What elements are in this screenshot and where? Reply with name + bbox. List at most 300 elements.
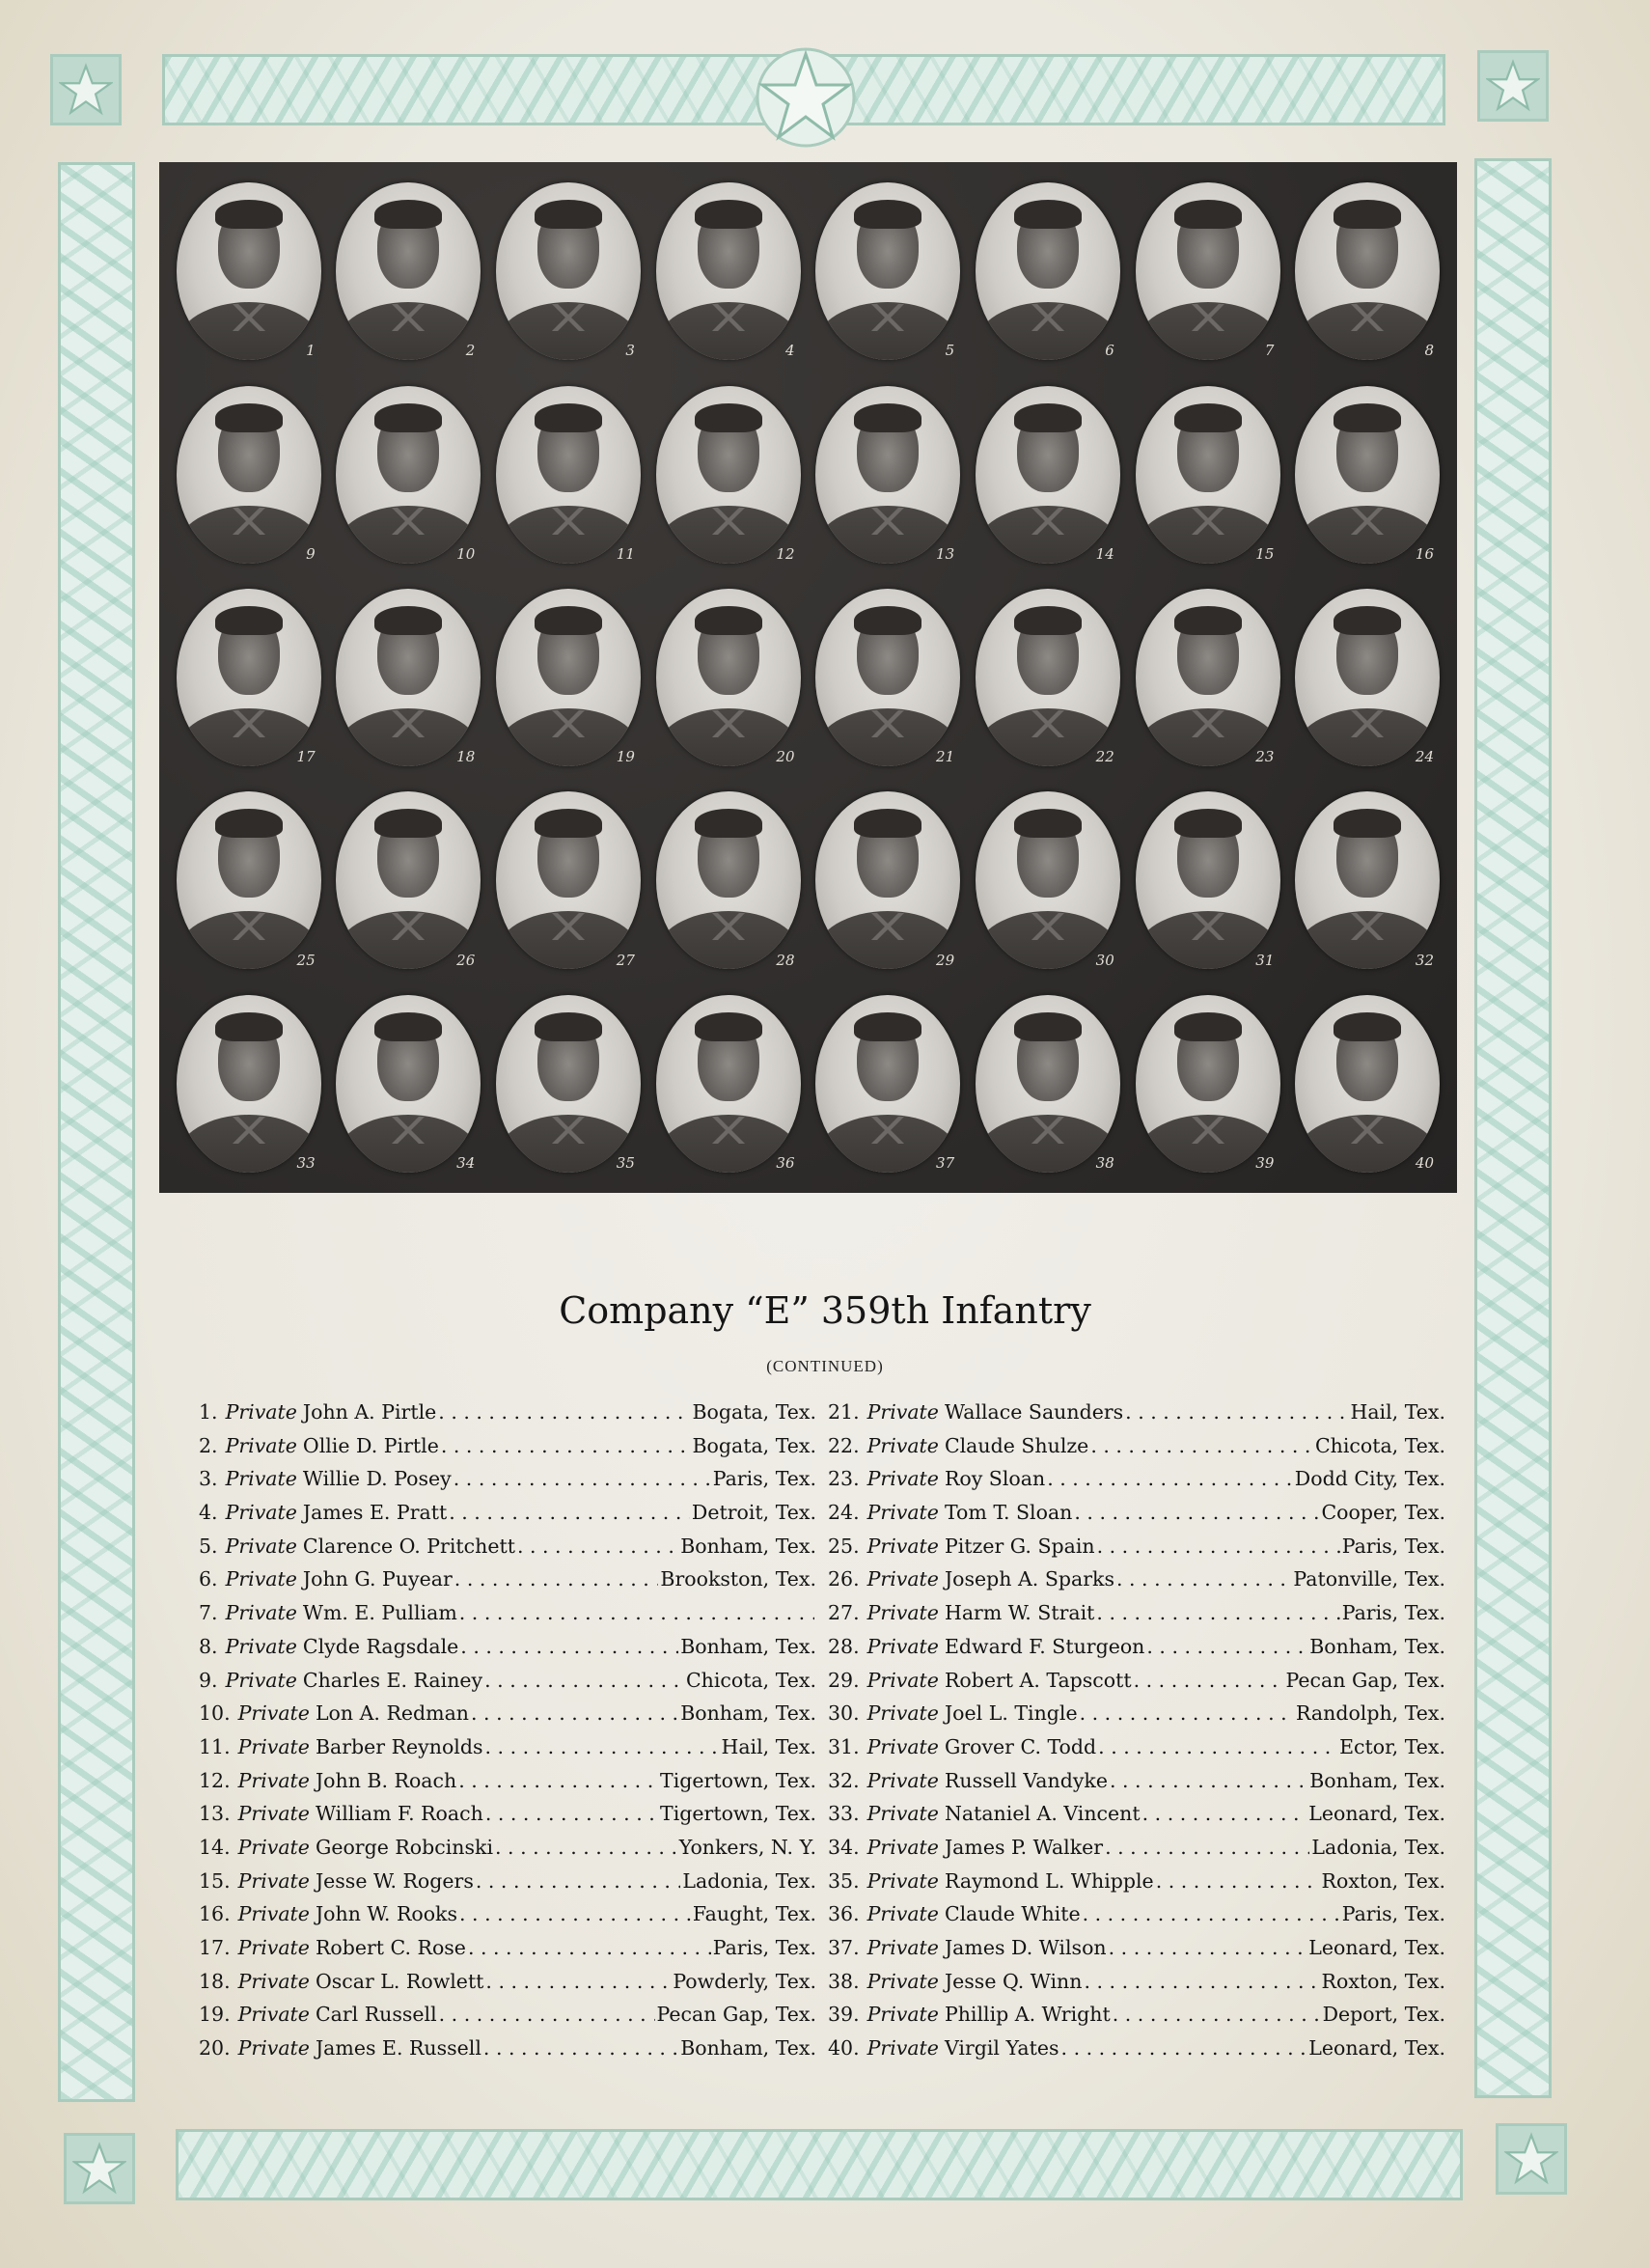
- portrait-number: 38: [1095, 1153, 1114, 1172]
- dot-leader: [485, 1797, 658, 1831]
- portrait-photo: [1287, 982, 1447, 1185]
- roster-entry: [199, 1797, 816, 1831]
- roster-entry: [828, 1530, 1445, 1563]
- portrait-number: 15: [1255, 544, 1275, 563]
- roster-entry: [828, 1797, 1445, 1831]
- portrait-photo: [648, 576, 809, 779]
- entry-rank: Private: [225, 1467, 297, 1491]
- roster-entry: [828, 1931, 1445, 1965]
- entry-hometown: Ector, Tex.: [1339, 1734, 1445, 1758]
- dot-leader: [1156, 1865, 1320, 1898]
- entry-hometown: Leonard, Tex.: [1308, 1802, 1445, 1826]
- portrait-oval: [815, 995, 960, 1173]
- portrait-number: 8: [1424, 342, 1434, 360]
- entry-hometown: Chicota, Tex.: [1314, 1433, 1445, 1457]
- roster-entry: [199, 1931, 816, 1965]
- entry-rank: Private: [866, 1567, 939, 1591]
- dot-leader: [1061, 2032, 1307, 2065]
- roster-entry: [199, 1998, 816, 2032]
- entry-name: Harm W. Strait: [944, 1601, 1095, 1625]
- portrait-photo: [809, 170, 969, 373]
- entry-rank: Private: [866, 1601, 939, 1625]
- roster-entry: [828, 1429, 1445, 1463]
- entry-number: 18.: [199, 1969, 231, 1993]
- portrait-number: 27: [616, 951, 635, 969]
- entry-rank: Private: [225, 1400, 297, 1424]
- portrait-oval: [1136, 386, 1280, 564]
- entry-name: William F. Roach: [315, 1802, 483, 1826]
- dot-leader: [449, 1496, 690, 1530]
- portrait-number: 26: [456, 951, 476, 969]
- dot-leader: [1047, 1462, 1293, 1496]
- entry-rank: Private: [237, 1802, 310, 1826]
- portrait-oval: [976, 182, 1120, 360]
- portrait-number: 31: [1255, 951, 1275, 969]
- portrait-photo: [1287, 373, 1447, 575]
- entry-name: Robert C. Rose: [315, 1936, 466, 1959]
- dot-leader: [1134, 1664, 1284, 1698]
- entry-number: 27.: [828, 1601, 860, 1625]
- portrait-number: 17: [296, 748, 316, 766]
- page-subtitle: (CONTINUED): [766, 1357, 884, 1375]
- entry-rank: Private: [237, 2003, 310, 2027]
- entry-hometown: Bonham, Tex.: [680, 2036, 816, 2061]
- entry-hometown: Deport, Tex.: [1322, 2003, 1445, 2027]
- entry-rank: Private: [866, 1734, 939, 1758]
- portrait-number: 32: [1415, 951, 1434, 969]
- portrait-photo: [1128, 576, 1288, 779]
- entry-number: 12.: [199, 1768, 231, 1792]
- roster-entry: [828, 2032, 1445, 2065]
- entry-name: Lon A. Redman: [315, 1701, 470, 1726]
- dot-leader: [459, 1596, 814, 1630]
- entry-rank: Private: [225, 1433, 297, 1457]
- entry-name: Virgil Yates: [944, 2036, 1059, 2061]
- entry-rank: Private: [225, 1534, 297, 1558]
- entry-rank: Private: [866, 1501, 939, 1525]
- entry-number: 35.: [828, 1868, 860, 1893]
- dot-leader: [1125, 1396, 1348, 1429]
- portrait-oval: [1136, 791, 1280, 969]
- portrait-oval: [496, 995, 641, 1173]
- entry-number: 36.: [828, 1902, 860, 1926]
- portrait-photo: [648, 373, 809, 575]
- entry-rank: Private: [225, 1668, 297, 1692]
- entry-rank: Private: [237, 1902, 310, 1926]
- dot-leader: [1113, 1998, 1321, 2032]
- entry-number: 21.: [828, 1400, 860, 1424]
- portrait-oval: [815, 791, 960, 969]
- dot-leader: [438, 1396, 690, 1429]
- roster-entry: [199, 1697, 816, 1730]
- entry-rank: Private: [237, 1936, 310, 1959]
- roster-entry: [199, 1630, 816, 1664]
- entry-name: Jesse Q. Winn: [944, 1969, 1083, 1993]
- entry-rank: Private: [866, 1868, 939, 1893]
- entry-hometown: Paris, Tex.: [712, 1936, 816, 1959]
- portrait-oval: [336, 791, 481, 969]
- portrait-number: 20: [776, 748, 795, 766]
- dot-leader: [485, 1965, 671, 1999]
- portrait-number: 35: [616, 1153, 635, 1172]
- dot-leader: [1116, 1563, 1291, 1596]
- entry-name: Edward F. Sturgeon: [944, 1634, 1145, 1658]
- entry-number: 1.: [199, 1400, 218, 1424]
- entry-hometown: Roxton, Tex.: [1321, 1868, 1445, 1893]
- dot-leader: [460, 1630, 678, 1664]
- roster-entry: [199, 1730, 816, 1764]
- entry-hometown: Ladonia, Tex.: [1311, 1835, 1445, 1859]
- entry-name: John A. Pirtle: [302, 1400, 437, 1424]
- entry-rank: Private: [866, 1668, 939, 1692]
- entry-rank: Private: [866, 1467, 939, 1491]
- portrait-number: 9: [306, 544, 316, 563]
- star-ornament-top-left: [50, 54, 122, 125]
- dot-leader: [1074, 1496, 1319, 1530]
- entry-name: James E. Russell: [315, 2036, 481, 2061]
- entry-name: Wallace Saunders: [944, 1400, 1124, 1424]
- entry-rank: Private: [237, 1868, 310, 1893]
- star-ornament-bottom-right: [1496, 2123, 1567, 2195]
- roster-entry: [828, 1596, 1445, 1630]
- portrait-oval: [1295, 791, 1440, 969]
- portrait-photo: [809, 779, 969, 982]
- portrait-number: 6: [1105, 342, 1114, 360]
- portrait-oval: [815, 589, 960, 766]
- portrait-number: 33: [296, 1153, 316, 1172]
- portrait-oval: [177, 589, 321, 766]
- entry-rank: Private: [866, 1534, 939, 1558]
- portrait-number: 14: [1095, 544, 1114, 563]
- portrait-oval: [496, 589, 641, 766]
- dot-leader: [471, 1697, 678, 1730]
- entry-name: Raymond L. Whipple: [944, 1868, 1154, 1893]
- dot-leader: [454, 1462, 711, 1496]
- entry-hometown: Hail, Tex.: [1350, 1400, 1445, 1424]
- portrait-photo: [1287, 170, 1447, 373]
- portrait-number: 40: [1415, 1153, 1434, 1172]
- roster-entry: [828, 1865, 1445, 1898]
- entry-number: 26.: [828, 1567, 860, 1591]
- entry-name: Clarence O. Pritchett: [302, 1534, 515, 1558]
- dot-leader: [1110, 1764, 1307, 1798]
- portrait-number: 36: [776, 1153, 795, 1172]
- entry-number: 32.: [828, 1768, 860, 1792]
- entry-hometown: Tigertown, Tex.: [660, 1802, 816, 1826]
- entry-rank: Private: [225, 1567, 297, 1591]
- entry-rank: Private: [866, 1400, 939, 1424]
- roster-entry: [828, 1697, 1445, 1730]
- dot-leader: [483, 2032, 678, 2065]
- roster-entry: [199, 1865, 816, 1898]
- entry-name: Russell Vandyke: [944, 1768, 1108, 1792]
- entry-rank: Private: [237, 1734, 310, 1758]
- dot-leader: [1097, 1530, 1340, 1563]
- roster-entry: [199, 1965, 816, 1999]
- entry-rank: Private: [237, 2036, 310, 2061]
- portrait-oval: [976, 589, 1120, 766]
- portrait-number: 23: [1255, 748, 1275, 766]
- entry-name: Willie D. Posey: [302, 1467, 452, 1491]
- entry-rank: Private: [866, 1634, 939, 1658]
- dot-leader: [484, 1664, 684, 1698]
- portrait-photo: [1287, 576, 1447, 779]
- dot-leader: [1142, 1797, 1307, 1831]
- portrait-oval: [1136, 995, 1280, 1173]
- entry-number: 9.: [199, 1668, 218, 1692]
- entry-name: James D. Wilson: [944, 1936, 1107, 1959]
- portrait-number: 28: [776, 951, 795, 969]
- entry-number: 13.: [199, 1802, 231, 1826]
- portrait-oval: [336, 589, 481, 766]
- portrait-oval: [815, 182, 960, 360]
- dot-leader: [459, 1897, 691, 1931]
- entry-number: 17.: [199, 1936, 231, 1959]
- entry-number: 2.: [199, 1433, 218, 1457]
- roster-entry: [199, 1496, 816, 1530]
- portrait-photo: [329, 170, 489, 373]
- portrait-number: 4: [784, 342, 795, 360]
- star-ornament-top-right: [1477, 50, 1549, 122]
- entry-name: Claude Shulze: [944, 1433, 1089, 1457]
- dot-leader: [458, 1764, 658, 1798]
- roster-column-right: [828, 1396, 1445, 2065]
- portrait-oval: [1295, 589, 1440, 766]
- entry-name: James E. Pratt: [302, 1501, 448, 1525]
- roster-entry: [199, 2032, 816, 2065]
- roster-entry: [199, 1764, 816, 1798]
- roster-entry: [199, 1462, 816, 1496]
- portrait-oval: [1295, 182, 1440, 360]
- entry-hometown: Pecan Gap, Tex.: [656, 2003, 816, 2027]
- dot-leader: [1096, 1596, 1339, 1630]
- left-floral-border: [58, 162, 135, 2102]
- dot-leader: [1090, 1429, 1313, 1463]
- portrait-photo: [329, 779, 489, 982]
- dot-leader: [454, 1563, 659, 1596]
- entry-hometown: Powderly, Tex.: [673, 1969, 816, 1993]
- portrait-oval: [177, 386, 321, 564]
- portrait-oval: [656, 589, 801, 766]
- entry-number: 38.: [828, 1969, 860, 1993]
- entry-name: Nataniel A. Vincent: [944, 1802, 1141, 1826]
- portrait-photo: [169, 170, 329, 373]
- entry-rank: Private: [237, 1969, 310, 1993]
- entry-hometown: Bonham, Tex.: [680, 1534, 816, 1558]
- entry-hometown: Dodd City, Tex.: [1294, 1467, 1445, 1491]
- entry-rank: Private: [866, 1433, 939, 1457]
- portrait-photo: [648, 170, 809, 373]
- portrait-oval: [177, 182, 321, 360]
- roster-entry: [828, 1563, 1445, 1596]
- entry-hometown: Chicota, Tex.: [685, 1668, 816, 1692]
- entry-name: Oscar L. Rowlett: [315, 1969, 484, 1993]
- portrait-photo: [809, 576, 969, 779]
- entry-hometown: Bonham, Tex.: [680, 1634, 816, 1658]
- entry-name: Claude White: [944, 1902, 1081, 1926]
- entry-number: 4.: [199, 1501, 218, 1525]
- portrait-number: 2: [465, 342, 476, 360]
- dot-leader: [1109, 1931, 1307, 1965]
- entry-hometown: Yonkers, N. Y.: [678, 1835, 816, 1859]
- entry-name: Ollie D. Pirtle: [302, 1433, 439, 1457]
- entry-number: 28.: [828, 1634, 860, 1658]
- entry-number: 10.: [199, 1701, 231, 1726]
- roster-entry: [199, 1664, 816, 1698]
- entry-rank: Private: [866, 1936, 939, 1959]
- entry-name: Barber Reynolds: [315, 1734, 483, 1758]
- portrait-oval: [336, 386, 481, 564]
- right-floral-border: [1474, 158, 1552, 2098]
- portrait-number: 11: [616, 544, 635, 563]
- dot-leader: [468, 1931, 711, 1965]
- entry-number: 15.: [199, 1868, 231, 1893]
- dot-leader: [476, 1865, 681, 1898]
- entry-hometown: Cooper, Tex.: [1321, 1501, 1445, 1525]
- entry-name: Jesse W. Rogers: [315, 1868, 474, 1893]
- dot-leader: [1080, 1697, 1294, 1730]
- dot-leader: [1098, 1730, 1337, 1764]
- roster-entry: [828, 1730, 1445, 1764]
- entry-hometown: Leonard, Tex.: [1308, 2036, 1445, 2061]
- entry-hometown: Paris, Tex.: [1341, 1601, 1445, 1625]
- entry-number: 37.: [828, 1936, 860, 1959]
- portrait-oval: [976, 995, 1120, 1173]
- entry-name: George Robcinski: [315, 1835, 493, 1859]
- entry-number: 7.: [199, 1601, 218, 1625]
- portrait-oval: [1136, 182, 1280, 360]
- roster-entry: [828, 1630, 1445, 1664]
- portrait-oval: [656, 182, 801, 360]
- roster-entry: [828, 1998, 1445, 2032]
- entry-name: Wm. E. Pulliam: [302, 1601, 457, 1625]
- dot-leader: [1083, 1897, 1340, 1931]
- roster-entry: [828, 1897, 1445, 1931]
- portrait-photo: [968, 170, 1128, 373]
- portrait-photo: [1128, 982, 1288, 1185]
- roster-entry: [828, 1965, 1445, 1999]
- entry-number: 14.: [199, 1835, 231, 1859]
- entry-rank: Private: [866, 1701, 939, 1726]
- page-title: Company “E” 359th Infantry: [559, 1289, 1091, 1332]
- entry-number: 8.: [199, 1634, 218, 1658]
- portrait-oval: [1295, 995, 1440, 1173]
- entry-number: 40.: [828, 2036, 860, 2061]
- roster-column-left: [199, 1396, 816, 2065]
- entry-rank: Private: [225, 1601, 297, 1625]
- entry-hometown: Bonham, Tex.: [1309, 1768, 1445, 1792]
- entry-hometown: Randolph, Tex.: [1295, 1701, 1445, 1726]
- roster-entry: [199, 1563, 816, 1596]
- portrait-photo: [809, 373, 969, 575]
- entry-name: Grover C. Todd: [944, 1734, 1097, 1758]
- entry-number: 29.: [828, 1668, 860, 1692]
- entry-number: 30.: [828, 1701, 860, 1726]
- dot-leader: [1146, 1630, 1307, 1664]
- center-star-icon: [753, 44, 859, 151]
- entry-name: Joseph A. Sparks: [944, 1567, 1114, 1591]
- entry-name: Phillip A. Wright: [944, 2003, 1111, 2027]
- portrait-number: 39: [1255, 1153, 1275, 1172]
- entry-rank: Private: [225, 1501, 297, 1525]
- entry-rank: Private: [866, 1768, 939, 1792]
- entry-hometown: Bogata, Tex.: [692, 1433, 816, 1457]
- entry-rank: Private: [237, 1701, 310, 1726]
- entry-hometown: Ladonia, Tex.: [682, 1868, 816, 1893]
- entry-hometown: Bonham, Tex.: [680, 1701, 816, 1726]
- entry-number: 34.: [828, 1835, 860, 1859]
- roster-entry: [199, 1396, 816, 1429]
- star-ornament-bottom-left: [64, 2133, 135, 2204]
- portrait-number: 7: [1264, 342, 1275, 360]
- entry-rank: Private: [866, 1902, 939, 1926]
- portrait-number: 12: [776, 544, 795, 563]
- entry-hometown: Paris, Tex.: [712, 1467, 816, 1491]
- entry-hometown: Hail, Tex.: [721, 1734, 816, 1758]
- entry-rank: Private: [866, 1969, 939, 1993]
- portrait-oval: [177, 995, 321, 1173]
- portrait-photo: [968, 982, 1128, 1185]
- portrait-photo: [648, 982, 809, 1185]
- portrait-number: 22: [1095, 748, 1114, 766]
- bottom-laurel-border: [176, 2129, 1463, 2200]
- portrait-photo: [1128, 373, 1288, 575]
- roster-entry: [828, 1496, 1445, 1530]
- portrait-photo: [1287, 779, 1447, 982]
- portrait-photo: [488, 982, 648, 1185]
- entry-number: 19.: [199, 2003, 231, 2027]
- entry-number: 6.: [199, 1567, 218, 1591]
- portrait-oval: [976, 386, 1120, 564]
- dot-leader: [517, 1530, 678, 1563]
- entry-hometown: Pecan Gap, Tex.: [1285, 1668, 1445, 1692]
- portrait-photo: [648, 779, 809, 982]
- portrait-number: 21: [936, 748, 955, 766]
- portrait-photo: [169, 779, 329, 982]
- portrait-oval: [336, 995, 481, 1173]
- entry-name: Charles E. Rainey: [302, 1668, 483, 1692]
- portrait-photo: [968, 576, 1128, 779]
- entry-rank: Private: [866, 1835, 939, 1859]
- portrait-oval: [177, 791, 321, 969]
- entry-rank: Private: [237, 1768, 310, 1792]
- portrait-number: 34: [456, 1153, 476, 1172]
- entry-hometown: Patonville, Tex.: [1293, 1567, 1445, 1591]
- portrait-photo: [809, 982, 969, 1185]
- entry-rank: Private: [866, 1802, 939, 1826]
- portrait-number: 24: [1415, 748, 1434, 766]
- entry-name: Clyde Ragsdale: [302, 1634, 459, 1658]
- entry-hometown: Leonard, Tex.: [1308, 1936, 1445, 1959]
- entry-rank: Private: [225, 1634, 297, 1658]
- entry-number: 3.: [199, 1467, 218, 1491]
- portrait-oval: [496, 791, 641, 969]
- entry-number: 39.: [828, 2003, 860, 2027]
- entry-number: 33.: [828, 1802, 860, 1826]
- entry-number: 25.: [828, 1534, 860, 1558]
- roster-entry: [828, 1462, 1445, 1496]
- portrait-photo: [169, 576, 329, 779]
- portrait-oval: [1295, 386, 1440, 564]
- portrait-photo: [1128, 170, 1288, 373]
- portrait-photo: [329, 373, 489, 575]
- dot-leader: [441, 1429, 691, 1463]
- portrait-number: 30: [1095, 951, 1114, 969]
- portrait-photo: [329, 576, 489, 779]
- portrait-number: 3: [625, 342, 635, 360]
- portrait-photo: [169, 373, 329, 575]
- portrait-number: 10: [456, 544, 476, 563]
